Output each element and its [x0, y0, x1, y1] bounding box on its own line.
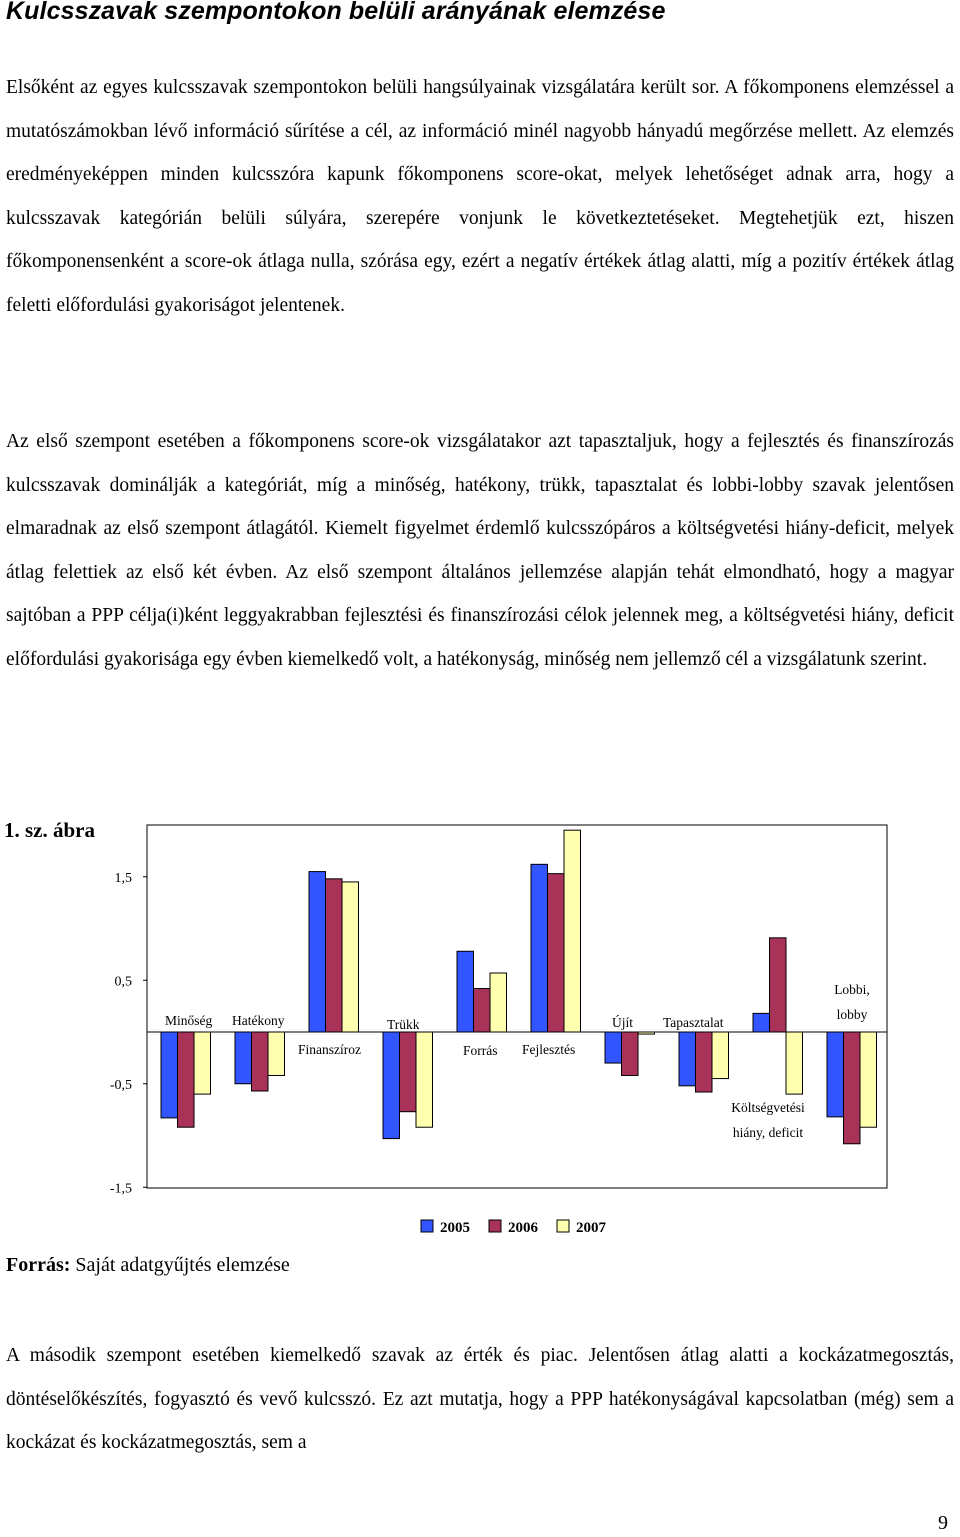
bar-2006 — [622, 1032, 639, 1075]
bar-2005 — [457, 951, 474, 1032]
bar-2007 — [268, 1032, 285, 1075]
source-label: Forrás: — [6, 1254, 71, 1276]
bar-2005 — [827, 1032, 844, 1117]
bar-2007 — [342, 882, 359, 1032]
bar-2007 — [712, 1032, 729, 1079]
bar-2005 — [753, 1013, 770, 1032]
bar-2006 — [400, 1032, 417, 1112]
bar-2007 — [490, 973, 507, 1032]
paragraph-second-aspect: A második szempont esetében kiemelkedő szavak az érték és piac. Jelentősen átlag alatti a kockázatmegosztás, döntéselőkészítés, fogyasztó és vevő kulcsszó. Ez azt mutatja, hogy a PPP hatékonyságával kapcsolatban (még) sem a kockázat és kockázatmegosztás, sem a — [6, 1345, 954, 1454]
bar-2006 — [252, 1032, 269, 1091]
bar-chart — [0, 820, 960, 1250]
figure-label: 1. sz. ábra — [4, 818, 95, 842]
page-number: 9 — [938, 1512, 948, 1534]
legend-label: 2007 — [576, 1220, 606, 1236]
paragraph-first-aspect: Az első szempont esetében a főkomponens score-ok vizsgálatakor azt tapasztaljuk, hogy a fejlesztés és finanszírozás kulcsszavak dominálják a kategóriát, míg a minőség, hatékony, trükk, tapasztalat és lobbi-lobby szavak jelentősen elmaradnak az első szempont átlagától. Kiemelt figyelmet érdemlő kulcsszópáros a költségvetési hiány-deficit, melyek átlag felettiek az első két évben. Az első szempont általános jellemzése alapján tehát elmondható, hogy a magyar sajtóban a PPP célja(i)ként leggyakrabban fejlesztési és finanszírozási célok jelennek meg, a költségvetési hiány, deficit előfordulási gyakorisága egy évben kiemelkedő volt, a hatékonyság, minőség nem jellemző cél a vizsgálatunk szerint. — [6, 431, 954, 670]
bar-2005 — [161, 1032, 178, 1118]
category-label: lobby — [836, 1007, 868, 1022]
bar-2006 — [844, 1032, 861, 1144]
paragraph-intro: Elsőként az egyes kulcsszavak szempontokon belüli hangsúlyainak vizsgálatára került sor. A főkomponens elemzéssel a mutatószámokban lévő információ sűrítése a cél, az információ minél nagyobb hányadú megőrzése mellett. Az elemzés eredményeképpen minden kulcsszóra kapunk főkomponens score-okat, melyek lehetőséget adnak arra, hogy a kulcsszavak kategórián belüli súlyára, szerepére vonjunk le következtetéseket. Megtehetjük ezt, hiszen főkomponensenként a score-ok átlaga nulla, szórása egy, ezért a negatív értékek átlag alatti, míg a pozitív értékek átlag feletti előfordulási gyakoriságot jelentenek. — [6, 77, 954, 316]
legend-label: 2005 — [440, 1220, 470, 1236]
bar-2006 — [770, 938, 787, 1032]
category-label: Újít — [612, 1015, 634, 1030]
bar-2005 — [383, 1032, 400, 1139]
y-tick-label: -0,5 — [109, 1077, 132, 1093]
category-label: hiány, deficit — [732, 1125, 804, 1140]
category-label: Fejlesztés — [522, 1042, 576, 1057]
category-label: Hatékony — [232, 1013, 285, 1028]
bar-2006 — [474, 989, 491, 1032]
bar-2006 — [326, 879, 343, 1032]
bar-2005 — [679, 1032, 696, 1086]
bar-2006 — [178, 1032, 195, 1127]
y-tick-label: 0,5 — [114, 974, 132, 990]
bar-2007 — [860, 1032, 877, 1127]
bar-2007 — [786, 1032, 803, 1094]
bar-2006 — [696, 1032, 713, 1092]
y-tick-label: 1,5 — [114, 870, 132, 886]
bar-2006 — [548, 874, 565, 1032]
category-label: Trükk — [387, 1017, 420, 1032]
category-label: Minőség — [165, 1013, 213, 1028]
bar-2005 — [235, 1032, 252, 1084]
legend-label: 2006 — [508, 1220, 538, 1236]
bar-2005 — [309, 872, 326, 1032]
bar-2005 — [531, 864, 548, 1032]
bar-2007 — [416, 1032, 433, 1127]
legend-swatch-2005 — [421, 1220, 433, 1232]
source-line — [6, 1254, 290, 1277]
category-label: Finanszíroz — [298, 1042, 361, 1057]
source-text: Saját adatgyűjtés elemzése — [70, 1254, 290, 1276]
bar-2005 — [605, 1032, 622, 1063]
category-label: Tapasztalat — [663, 1015, 724, 1030]
category-label: Lobbi, — [834, 982, 870, 997]
bar-2007 — [638, 1032, 655, 1034]
legend-swatch-2007 — [557, 1220, 569, 1232]
y-tick-label: -1,5 — [109, 1181, 132, 1197]
legend-swatch-2006 — [489, 1220, 501, 1232]
bar-2007 — [564, 830, 581, 1032]
category-label: Költségvetési — [731, 1100, 805, 1115]
section-heading: Kulcsszavak szempontokon belüli arányának elemzése — [6, 0, 666, 25]
bar-2007 — [194, 1032, 211, 1094]
category-label: Forrás — [463, 1043, 498, 1058]
